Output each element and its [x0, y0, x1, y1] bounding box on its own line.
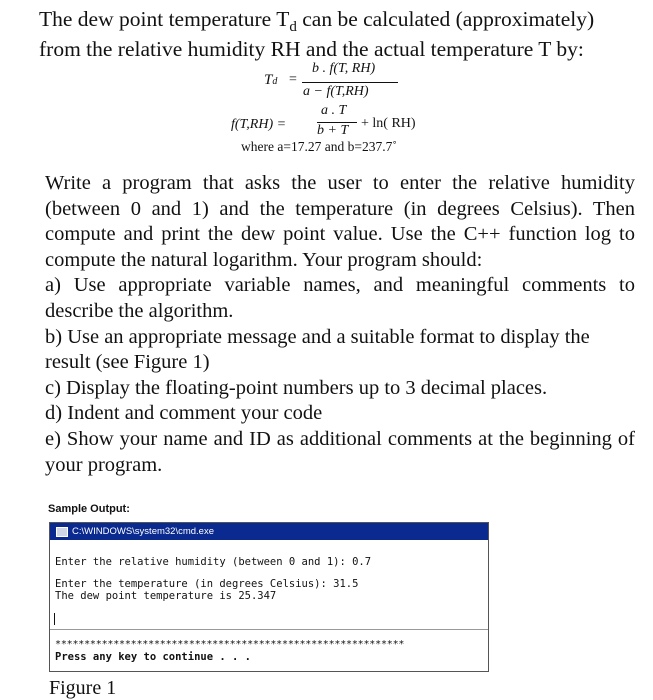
requirement-a: a) Use appropriate variable names, and meaningful comments to describe the algorithm.	[45, 274, 635, 322]
console-title: C:\WINDOWS\system32\cmd.exe	[72, 526, 214, 537]
constants-note: where a=17.27 and b=237.7˚	[241, 139, 397, 154]
f-tail: + ln( RH)	[361, 116, 416, 131]
requirement-b: b) Use an appropriate message and a suitable format to display the result (see Figure 1)	[45, 325, 590, 374]
console-line-result: The dew point temperature is 25.347	[55, 590, 277, 602]
td-denominator: a − f(T,RH)	[303, 84, 369, 99]
console-separator	[50, 629, 488, 630]
requirement-e: e) Show your name and ID as additional comments at the beginning of your program.	[45, 427, 635, 476]
intro-line-1: The dew point temperature $T_d$ can be calculated (approximately)	[39, 7, 595, 35]
console-titlebar[interactable]	[50, 523, 488, 540]
sample-output-label: Sample Output:	[48, 503, 130, 515]
f-numerator: a . T	[321, 103, 347, 118]
console-window	[49, 522, 489, 672]
console-stars: ************************************************************	[55, 639, 405, 650]
requirement-c: c) Display the floating-point numbers up to 3 decimal places.	[45, 376, 548, 399]
task-paragraph: Write a program that asks the user to enter the relative humidity (between 0 and 1) and the temperature (in degrees Celsius). Then compute and print the dew point value. Use the C++ function log to compute the natural logarithm. Your program should:	[45, 172, 635, 271]
console-line-temperature: Enter the temperature (in degrees Celsius): 31.5	[55, 578, 359, 590]
td-equals: =	[289, 72, 297, 87]
intro-line-2: from the relative humidity RH and the actual temperature T by:	[39, 37, 584, 61]
console-app-icon	[56, 527, 68, 537]
f-lhs: f(T,RH) =	[231, 117, 287, 132]
requirement-d: d) Indent and comment your code	[45, 402, 323, 425]
td-numerator: b . f(T, RH)	[312, 61, 376, 76]
intro-text	[39, 6, 639, 63]
console-cursor	[54, 613, 55, 625]
console-footer: Press any key to continue . . .	[55, 651, 251, 663]
td-lhs: Td	[264, 72, 278, 88]
console-line-humidity: Enter the relative humidity (between 0 and 1): 0.7	[55, 556, 372, 568]
figure-caption: Figure 1	[49, 677, 117, 699]
task-text	[45, 171, 635, 478]
td-fraction-line	[302, 82, 398, 83]
f-denominator: b + T	[317, 123, 349, 138]
